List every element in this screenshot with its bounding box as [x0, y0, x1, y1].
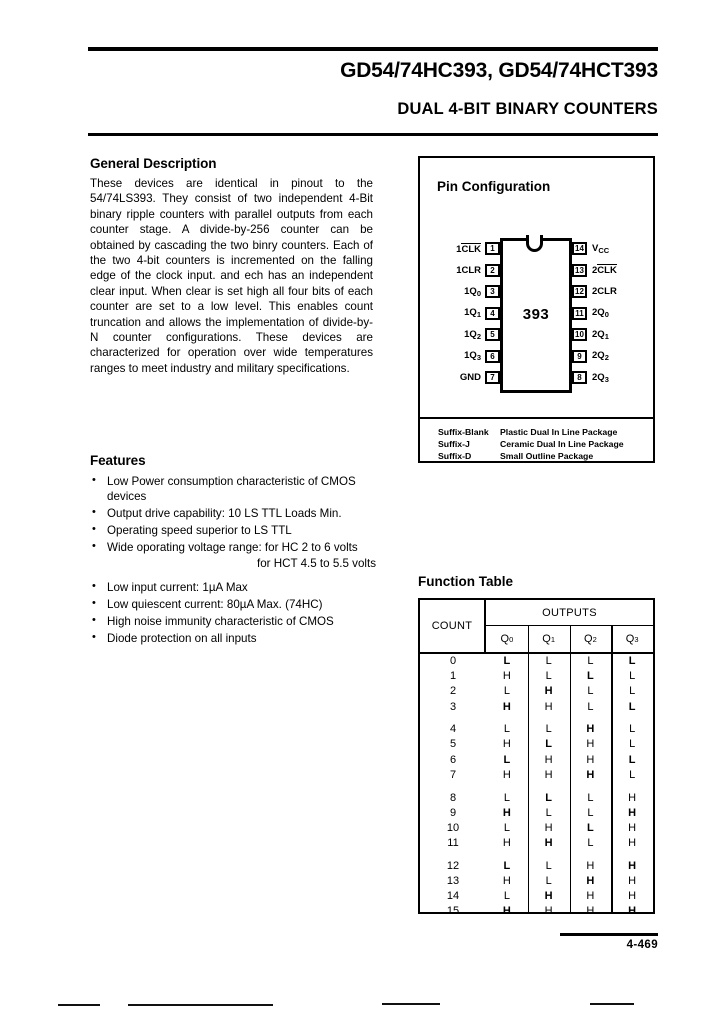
feature-item [90, 614, 380, 629]
function-table-output-cell: H [502, 700, 511, 713]
function-table-body [420, 654, 653, 920]
function-table-row [420, 737, 653, 752]
function-table-count-cell: 5 [449, 738, 457, 751]
function-table-output-cell: L [587, 791, 594, 804]
function-table-output-cell: L [503, 655, 511, 667]
function-table-output-cell: H [544, 768, 553, 781]
bullet-icon: • [92, 506, 96, 519]
scan-artifact [382, 1003, 440, 1005]
function-table-row [420, 889, 653, 904]
function-table-output-cell: L [503, 685, 510, 698]
general-description-body: These devices are identical in pinout to the 54/74LS393. They consist of two independent 4-Bit binary ripple counters with parallel outputs from each counter stage. A divide-by-256 counter can be obtained by cascading the two binry counters. Each of the two 4-bit counters is incremented on the falling edge of the clock input. and ech has an independent clear input. When clear is set high all four bits of each counter are set to a low level. This enables count truncation and allows the implementation of divide-by-N counter configurations. These devices are characterized for operation over wide temperatures ranges to meet industry and military specifications. [90, 177, 373, 375]
footer-rule [560, 933, 658, 936]
function-table-output-cell: L [503, 723, 510, 736]
function-table-row [420, 874, 653, 889]
feature-label: Low quiescent current: 80µA Max. (74HC) [107, 597, 323, 611]
function-table-output-cell: H [586, 723, 595, 736]
pin-number: 12 [572, 285, 587, 298]
function-table-count-cell: 2 [449, 685, 457, 698]
function-table-output-cell: L [545, 874, 552, 887]
pin-number: 1 [485, 242, 500, 255]
function-table-output-cell: H [628, 890, 637, 903]
pin-label: $1Q_3$ [464, 350, 481, 362]
function-table-count-cell: 6 [449, 753, 457, 766]
pin-number: 14 [572, 242, 587, 255]
function-table-output-cell: L [629, 670, 636, 683]
function-table-output-cell: H [586, 768, 595, 781]
function-table-row [420, 806, 653, 821]
package-suffix-key: Suffix-D [438, 451, 472, 461]
package-suffix-description: Plastic Dual In Line Package [500, 427, 618, 437]
function-table-row [420, 791, 653, 806]
features-list [90, 474, 380, 648]
scan-artifact [590, 1003, 634, 1005]
function-table-count-cell: 3 [449, 700, 457, 713]
feature-label: Operating speed superior to LS TTL [107, 524, 292, 538]
pin-number: 5 [485, 328, 500, 341]
function-table-output-cell: H [628, 806, 637, 819]
function-table-output-cell: H [586, 753, 595, 766]
pin-label: $2Q_3$ [592, 371, 609, 384]
function-table-column-header: Q 2 [584, 633, 597, 645]
scan-artifact [128, 1004, 273, 1006]
package-suffix-key: Suffix-Blank [438, 427, 489, 437]
function-table-output-cell: H [502, 874, 511, 887]
pin-label: $2Q_2$ [592, 350, 609, 362]
pin-number: 4 [485, 307, 500, 320]
function-table-output-cell: L [503, 890, 510, 903]
package-suffix-row [438, 451, 593, 461]
function-table-output-cell: H [544, 700, 553, 713]
function-table-output-cell: L [587, 670, 594, 683]
function-table-output-cell: L [587, 821, 594, 834]
bullet-icon: • [92, 630, 96, 643]
function-table-output-cell: H [544, 890, 553, 903]
package-suffix-description: Ceramic Dual In Line Package [500, 439, 624, 449]
pin-number: 3 [485, 285, 500, 298]
function-table-row [420, 684, 653, 699]
function-table-count-cell: 10 [446, 821, 460, 834]
ic-notch-icon [526, 235, 543, 252]
ic-pin-11 [572, 307, 652, 320]
ic-pin-5 [450, 328, 500, 341]
function-table-output-cell: L [587, 655, 594, 667]
page-number: 4-469 [626, 939, 658, 951]
function-table-output-cell: L [629, 768, 636, 781]
ic-pin-2 [450, 264, 500, 277]
function-table-heading: Function Table [418, 574, 513, 589]
function-table-output-cell: L [629, 738, 636, 751]
ic-pin-8 [572, 371, 652, 384]
bullet-icon: • [92, 613, 96, 626]
package-suffix-row [438, 439, 624, 449]
function-table-output-cell: L [503, 791, 510, 804]
page-title: GD54/74HC393, GD54/74HCT393 [340, 59, 658, 82]
feature-item [90, 631, 380, 646]
features-heading: Features [90, 453, 146, 468]
package-suffix-key: Suffix-J [438, 439, 470, 449]
ic-package-diagram [420, 230, 653, 400]
function-table-output-cell: H [586, 859, 595, 872]
pin-number: 6 [485, 350, 500, 363]
function-table-output-cell: L [503, 753, 511, 766]
function-table-output-cell: H [544, 685, 553, 698]
pin-number: 10 [572, 328, 587, 341]
function-table-output-cell: L [545, 791, 552, 804]
function-table-count-cell: 9 [449, 806, 457, 819]
package-suffix-row [438, 427, 617, 437]
function-table-output-cell: H [544, 837, 553, 850]
header-rule-top [88, 47, 658, 51]
function-table-output-cell: L [545, 670, 552, 683]
ic-pin-3 [450, 285, 500, 298]
bullet-icon: • [92, 596, 96, 609]
function-table-row [420, 669, 653, 684]
pin-label: 2CLK [592, 265, 617, 276]
function-table-row [420, 722, 653, 737]
function-table-output-cell: H [502, 670, 511, 683]
function-table-output-cell: H [586, 890, 595, 903]
function-table-column-header: Q 0 [500, 633, 514, 645]
function-table-output-cell: L [628, 655, 636, 667]
pin-number: 8 [572, 371, 587, 384]
function-table-output-cell: H [502, 738, 511, 751]
pin-label: 1CLR [456, 264, 481, 276]
function-table-output-cell: L [503, 859, 511, 872]
function-table-count-cell: 8 [449, 791, 457, 804]
pin-label: $V_{CC}$ [592, 242, 610, 255]
ic-pin-4 [450, 307, 500, 320]
function-table-output-cell: L [545, 738, 552, 751]
general-description-heading: General Description [90, 156, 217, 171]
ic-pin-10 [572, 328, 652, 341]
ic-pin-1 [450, 242, 500, 255]
pin-number: 13 [572, 264, 587, 277]
function-table-count-cell: 13 [446, 874, 460, 887]
function-table-output-cell: H [544, 905, 553, 918]
function-table-row [420, 700, 653, 715]
function-table-output-cell: H [628, 874, 637, 887]
ic-pin-6 [450, 350, 500, 363]
pin-label: $1Q_0$ [464, 285, 481, 298]
scan-artifact [58, 1004, 100, 1006]
ic-pin-13 [572, 264, 652, 277]
function-table-output-cell: H [586, 738, 595, 751]
bullet-icon: • [92, 579, 96, 592]
function-table [418, 598, 655, 918]
ic-pin-7 [450, 371, 500, 384]
function-table-output-cell: L [587, 837, 594, 850]
feature-item [90, 523, 380, 538]
pin-label: $2Q_1$ [592, 328, 609, 341]
function-table-output-cell: L [629, 723, 636, 736]
function-table-output-cell: H [502, 905, 511, 918]
function-table-output-cell: H [502, 768, 511, 781]
ic-pin-9 [572, 350, 652, 363]
pin-configuration-heading: Pin Configuration [437, 179, 551, 194]
pin-number: 2 [485, 264, 500, 277]
pin-number: 9 [572, 350, 587, 363]
function-table-output-cell: H [544, 753, 553, 766]
function-table-row [420, 859, 653, 874]
function-table-output-cell: L [545, 655, 552, 667]
pin-label: $1Q_1$ [464, 307, 481, 319]
pin-label: 1CLK [456, 243, 481, 255]
bullet-icon: • [92, 540, 96, 553]
feature-label: High noise immunity characteristic of CMOS [107, 614, 334, 628]
function-table-row [420, 904, 653, 919]
function-table-output-cell: H [502, 806, 511, 819]
header-rule-bottom [88, 133, 658, 136]
function-table-count-cell: 1 [449, 670, 457, 683]
function-table-output-cell: L [628, 753, 636, 766]
pin-label: $2Q_0$ [592, 307, 609, 319]
feature-label: Wide oporating voltage range: for HC 2 to 6 volts [107, 541, 358, 555]
feature-label: Low input current: 1µA Max [107, 580, 248, 594]
function-table-output-cell: H [544, 821, 553, 834]
function-table-count-cell: 11 [447, 837, 459, 850]
bullet-icon: • [92, 523, 96, 536]
function-table-count-cell: 0 [449, 655, 457, 667]
feature-item [90, 506, 380, 521]
feature-label: Output drive capability: 10 LS TTL Loads Min. [107, 507, 342, 521]
function-table-column-header: Q 1 [542, 633, 555, 645]
function-table-output-cell: L [587, 685, 594, 698]
function-table-count-cell: 14 [446, 890, 460, 903]
function-table-count-cell: 15 [446, 905, 460, 918]
function-table-output-cell: H [586, 905, 595, 918]
function-table-output-cell: L [587, 700, 594, 713]
function-table-output-cell: H [628, 859, 637, 872]
function-table-row [420, 821, 653, 836]
function-table-output-cell: L [503, 821, 510, 834]
pin-label: $1Q_2$ [464, 328, 481, 341]
function-table-row [420, 768, 653, 783]
function-table-outputs-header: OUTPUTS [486, 600, 653, 626]
function-table-count-cell: 12 [446, 859, 460, 872]
feature-item [90, 474, 380, 505]
pin-label: 2CLR [592, 286, 617, 297]
function-table-count-cell: 7 [449, 768, 457, 781]
ic-part-label: 393 [522, 306, 550, 323]
package-suffix-description: Small Outline Package [500, 451, 594, 461]
function-table-count-cell: 4 [449, 723, 457, 736]
function-table-row [420, 654, 653, 669]
function-table-output-cell: L [628, 700, 636, 713]
feature-item [90, 597, 380, 612]
function-table-output-cell: L [587, 806, 594, 819]
function-table-output-cell: H [628, 837, 637, 850]
function-table-output-cell: H [628, 821, 637, 834]
feature-label: Low Power consumption characteristic of CMOS devices [107, 475, 356, 504]
function-table-output-cell: H [628, 905, 637, 918]
function-table-output-cell: L [545, 859, 552, 872]
function-table-output-cell: H [502, 837, 511, 850]
function-table-column-header: Q 3 [625, 633, 639, 645]
pin-number: 7 [485, 371, 500, 384]
ic-pin-14 [572, 242, 652, 255]
package-suffix-table [418, 417, 655, 463]
function-table-output-cell: L [545, 806, 552, 819]
function-table-output-cell: L [545, 723, 552, 736]
function-table-row [420, 836, 653, 851]
pin-label: GND [459, 372, 481, 383]
pin-number: 11 [572, 307, 587, 320]
feature-item [90, 580, 380, 595]
feature-label: Diode protection on all inputs [107, 631, 257, 645]
bullet-icon: • [92, 474, 96, 486]
function-table-output-cell: H [586, 874, 595, 887]
function-table-output-cell: L [629, 685, 636, 698]
page-subtitle: DUAL 4-BIT BINARY COUNTERS [397, 100, 658, 118]
feature-item [90, 540, 380, 571]
function-table-output-cell: H [628, 791, 637, 804]
feature-continuation: for HCT 4.5 to 5.5 volts [257, 556, 376, 570]
function-table-row [420, 753, 653, 768]
function-table-count-header: COUNT [420, 600, 486, 652]
ic-pin-12 [572, 285, 652, 298]
